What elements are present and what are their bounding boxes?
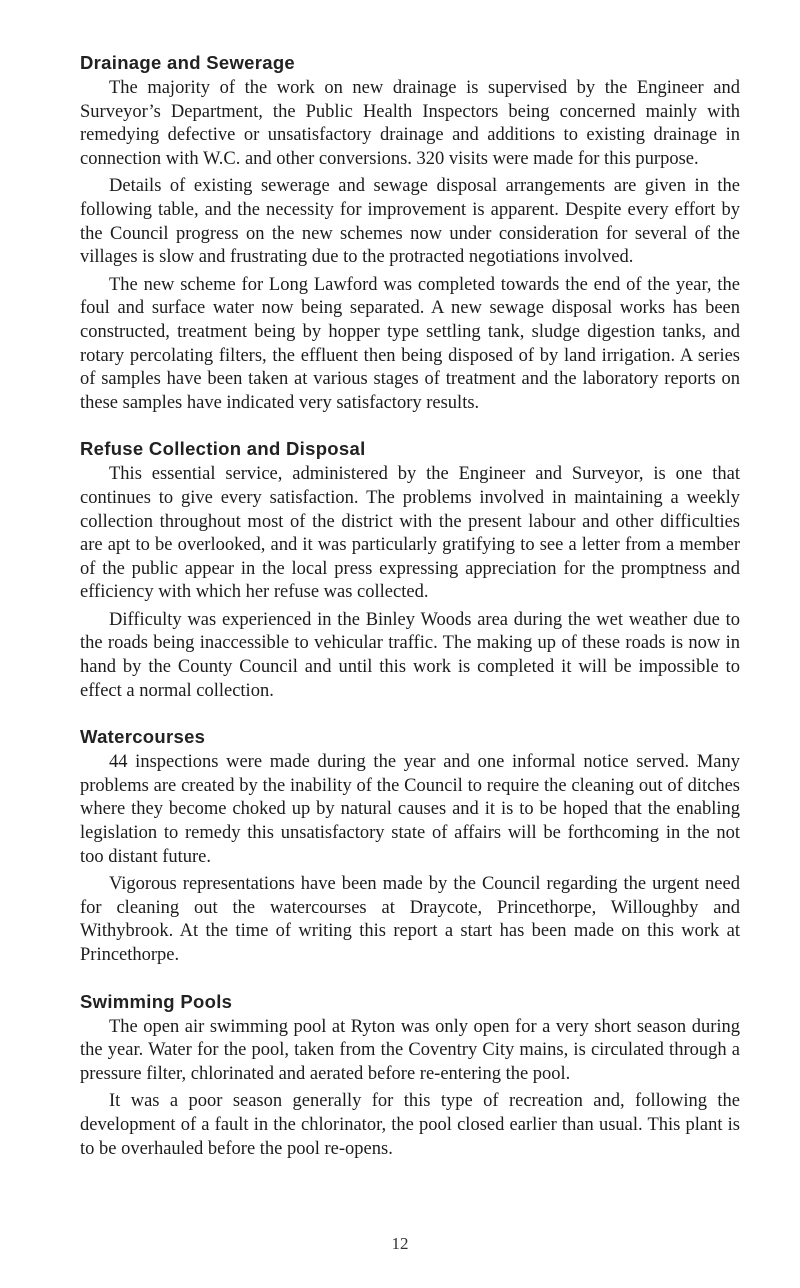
- paragraph: The new scheme for Long Lawford was completed towards the end of the year, the foul and surface water now being separated. A new sewage disposal works has been constructed, treatment being by hopper type settling tank, sludge digestion tanks, and rotary percolating filters, the effluent then being disposed of by land irrigation. A series of samples have been taken at various stages of treatment and the laboratory reports on these samples have indicated very satisfactory results.: [80, 274, 740, 413]
- section-heading: Refuse Collection and Disposal: [80, 438, 366, 460]
- paragraph: The open air swimming pool at Ryton was only open for a very short season during the year. Water for the pool, taken from the Coventry City mains, is circulated through a pressure filter, chlorinated and aerated before re-entering the pool.: [80, 1016, 740, 1084]
- paragraph: Vigorous representations have been made by the Council regarding the urgent need for cleaning out the watercourses at Draycote, Princethorpe, Willoughby and Withybrook. At the time of writing this report a start has been made on this work at Princethorpe.: [80, 874, 740, 965]
- document-page: [80, 50, 740, 1165]
- paragraph: Difficulty was experienced in the Binley Woods area during the wet weather due to the roads being inaccessible to vehicular traffic. The making up of these roads is now in hand by the County Council and until this work is completed it will be impossible to effect a normal collection.: [80, 609, 740, 701]
- paragraph: The majority of the work on new drainage is supervised by the Engineer and Surveyor’s Department, the Public Health Inspectors being concerned mainly with remedying defective or unsatisfactory drainage and additions to existing drainage in connection with W.C. and other conversions. 320 visits were made for this purpose.: [80, 78, 740, 169]
- section-watercourses: [80, 724, 740, 967]
- section-refuse-collection-and-disposal: [80, 436, 740, 703]
- section-heading: Watercourses: [80, 726, 206, 748]
- paragraph: 44 inspections were made during the year and one informal notice served. Many problems are created by the inability of the Council to require the cleaning out of ditches where they become choked up by natural causes and it is to be hoped that the enabling legislation to remedy this unsatisfactory state of affairs will be forthcoming in the not too distant future.: [80, 752, 740, 867]
- section-heading: Swimming Pools: [80, 990, 233, 1012]
- section-drainage-and-sewerage: [80, 50, 740, 415]
- page-number: 12: [391, 1234, 409, 1253]
- section-swimming-pools: [80, 989, 740, 1162]
- paragraph: This essential service, administered by the Engineer and Surveyor, is one that continues to give every satisfaction. The problems involved in maintaining a weekly collection throughout most of the district with the present labour and other difficulties are apt to be overlooked, and it was particularly gratifying to see a letter from a member of the public appear in the local press expressing appreciation for the promptness and efficiency with which her refuse was collected.: [80, 464, 740, 603]
- paragraph: It was a poor season generally for this type of recreation and, following the development of a fault in the chlorinator, the pool closed earlier than usual. This plant is to be overhauled before the pool re-opens.: [80, 1091, 740, 1159]
- section-heading: Drainage and Sewerage: [80, 52, 296, 73]
- paragraph: Details of existing sewerage and sewage disposal arrangements are given in the following table, and the necessity for improvement is apparent. Despite every effort by the Council progress on the new schemes now under consideration for several of the villages is slow and frustrating due to the protracted negotiations involved.: [80, 176, 740, 268]
